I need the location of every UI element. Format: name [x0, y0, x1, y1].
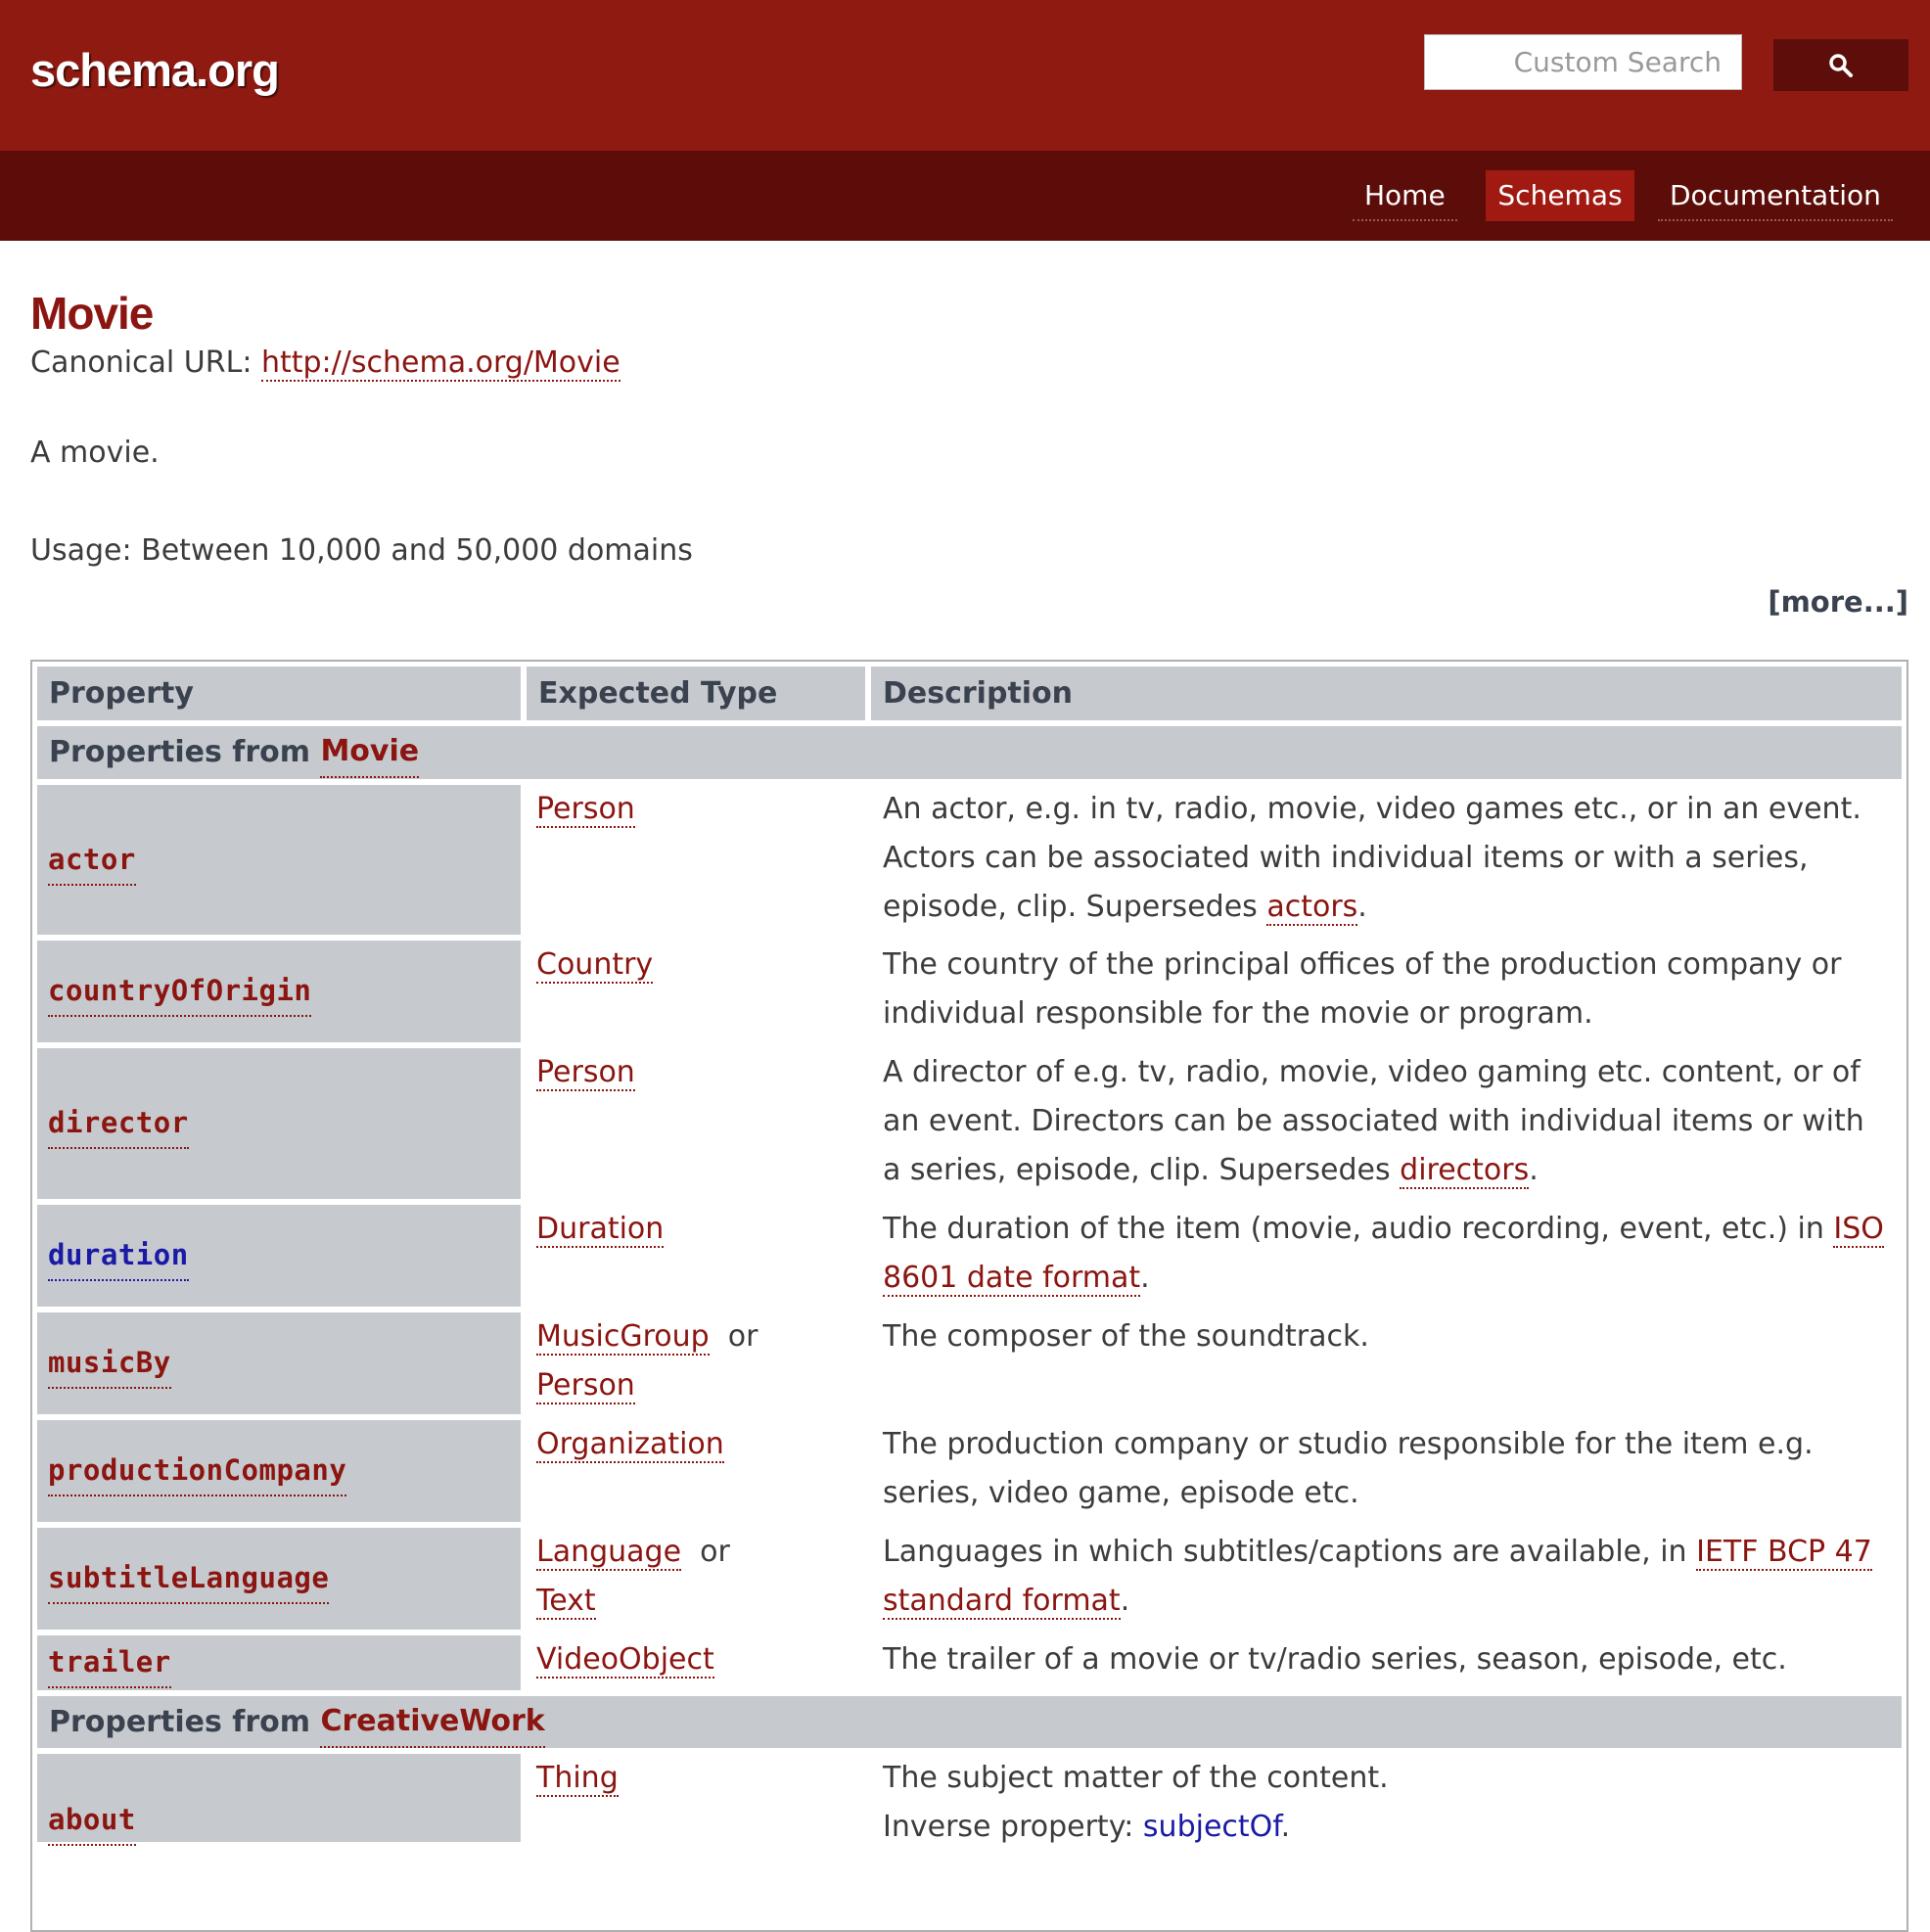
desc-cell-about — [871, 1754, 1902, 1842]
section-prefix: Properties from — [49, 1704, 321, 1739]
type-cell-duration — [527, 1205, 865, 1307]
page-title: Movie — [30, 288, 154, 339]
type-cell-musicBy — [527, 1312, 865, 1414]
property-cell-duration — [37, 1205, 521, 1307]
desc-cell-subtitleLanguage — [871, 1528, 1902, 1630]
more-link[interactable]: [more...] — [1768, 585, 1908, 619]
property-cell-productionCompany — [37, 1420, 521, 1522]
type-cell-trailer — [527, 1635, 865, 1690]
section-link-movie[interactable]: Movie — [320, 727, 419, 778]
type-cell-subtitleLanguage — [527, 1528, 865, 1630]
property-cell-musicBy — [37, 1312, 521, 1414]
desc-cell-actor — [871, 785, 1902, 935]
property-link-musicBy[interactable]: musicBy — [48, 1338, 171, 1389]
desc-cell-trailer: The trailer of a movie or tv/radio series, season, episode, etc. — [883, 1642, 1787, 1677]
desc-cell-director — [871, 1048, 1902, 1199]
type-link-thing[interactable]: Thing — [536, 1761, 619, 1795]
column-header-description: Description — [871, 667, 1902, 720]
type-cell-productionCompany — [527, 1420, 865, 1522]
property-link-countryOfOrigin[interactable]: countryOfOrigin — [48, 966, 311, 1017]
inverse-link-subjectOf[interactable]: subjectOf — [1142, 1810, 1281, 1844]
property-link-director[interactable]: director — [48, 1098, 189, 1149]
type-cell-countryOfOrigin — [527, 941, 865, 1042]
magnifier-icon — [1828, 53, 1854, 78]
type-cell-director — [527, 1048, 865, 1199]
search-button[interactable] — [1773, 39, 1908, 91]
property-link-trailer[interactable]: trailer — [48, 1637, 171, 1688]
ietf-bcp47-link[interactable]: IETF BCP 47 standard format — [883, 1535, 1872, 1618]
desc-text: The duration of the item (movie, audio recording, event, etc.) in — [883, 1212, 1834, 1246]
desc-text: Languages in which subtitles/captions are available, in — [883, 1535, 1697, 1569]
nav-home[interactable]: Home — [1353, 170, 1457, 221]
desc-end: . — [1140, 1261, 1150, 1295]
type-link-videoobject[interactable]: VideoObject — [536, 1642, 714, 1677]
type-link-country[interactable]: Country — [536, 947, 654, 982]
inverse-label: Inverse property: — [883, 1810, 1143, 1844]
section-header-creativework — [37, 1696, 1902, 1748]
property-cell-subtitleLanguage — [37, 1528, 521, 1630]
iso8601-link[interactable]: ISO 8601 date format — [883, 1212, 1884, 1295]
site-logo[interactable]: schema.org — [30, 44, 279, 96]
column-header-expected-type: Expected Type — [527, 667, 865, 720]
desc-cell-countryOfOrigin: The country of the principal offices of the production company or individual responsible for the movie or program. — [883, 947, 1842, 1031]
desc-cell-productionCompany: The production company or studio responsible for the item e.g. series, video game, episode etc. — [883, 1427, 1814, 1510]
desc-cell-musicBy: The composer of the soundtrack. — [883, 1319, 1369, 1354]
type-link-person[interactable]: Person — [536, 1368, 635, 1403]
type-cell-about — [527, 1754, 865, 1842]
section-header-movie — [37, 726, 1902, 779]
nav-documentation[interactable]: Documentation — [1658, 170, 1893, 221]
supersedes-link-directors[interactable]: directors — [1400, 1153, 1530, 1187]
canonical-url-link[interactable]: http://schema.org/Movie — [260, 345, 620, 380]
nav-schemas[interactable]: Schemas — [1486, 170, 1634, 221]
canonical-url-line — [30, 345, 620, 380]
canonical-url-label: Canonical URL: — [30, 345, 261, 380]
search-input[interactable] — [1424, 34, 1742, 90]
property-link-about[interactable]: about — [48, 1795, 136, 1846]
property-cell-countryOfOrigin — [37, 941, 521, 1042]
property-link-productionCompany[interactable]: productionCompany — [48, 1446, 346, 1496]
type-or: or — [700, 1535, 730, 1569]
desc-text: A director of e.g. tv, radio, movie, video gaming etc. content, or of an event. Directors can be associated with individual items or with a series, episode, clip. Supersedes — [883, 1055, 1864, 1187]
desc-end: . — [1529, 1153, 1539, 1187]
type-link-language[interactable]: Language — [536, 1535, 682, 1569]
type-or: or — [727, 1319, 758, 1354]
type-link-text[interactable]: Text — [536, 1584, 596, 1618]
property-link-subtitleLanguage[interactable]: subtitleLanguage — [48, 1553, 329, 1604]
desc-end: . — [1357, 890, 1367, 924]
property-link-duration[interactable]: duration — [48, 1230, 189, 1281]
desc-text: An actor, e.g. in tv, radio, movie, video games etc., or in an event. Actors can be associated with individual items or with a series, episode, clip. Supersedes — [883, 792, 1861, 924]
type-cell-actor — [527, 785, 865, 935]
property-cell-about — [37, 1754, 521, 1842]
desc-text: The subject matter of the content. — [883, 1761, 1389, 1795]
section-prefix: Properties from — [49, 735, 321, 769]
property-link-actor[interactable]: actor — [48, 835, 136, 886]
main-nav — [0, 151, 1930, 241]
property-cell-trailer — [37, 1635, 521, 1690]
desc-end: . — [1120, 1584, 1130, 1618]
supersedes-link-actors[interactable]: actors — [1266, 890, 1358, 924]
property-cell-director — [37, 1048, 521, 1199]
type-link-musicgroup[interactable]: MusicGroup — [536, 1319, 710, 1354]
desc-end: . — [1280, 1810, 1291, 1844]
usage-text: Usage: Between 10,000 and 50,000 domains — [30, 533, 693, 568]
section-link-creativework[interactable]: CreativeWork — [320, 1697, 544, 1748]
type-link-person[interactable]: Person — [536, 792, 635, 826]
property-cell-actor — [37, 785, 521, 935]
type-description: A movie. — [30, 436, 160, 470]
type-link-duration[interactable]: Duration — [536, 1212, 665, 1246]
site-header — [0, 0, 1930, 151]
column-header-property: Property — [37, 667, 521, 720]
desc-cell-duration — [871, 1205, 1902, 1307]
type-link-person[interactable]: Person — [536, 1055, 635, 1089]
type-link-organization[interactable]: Organization — [536, 1427, 724, 1461]
